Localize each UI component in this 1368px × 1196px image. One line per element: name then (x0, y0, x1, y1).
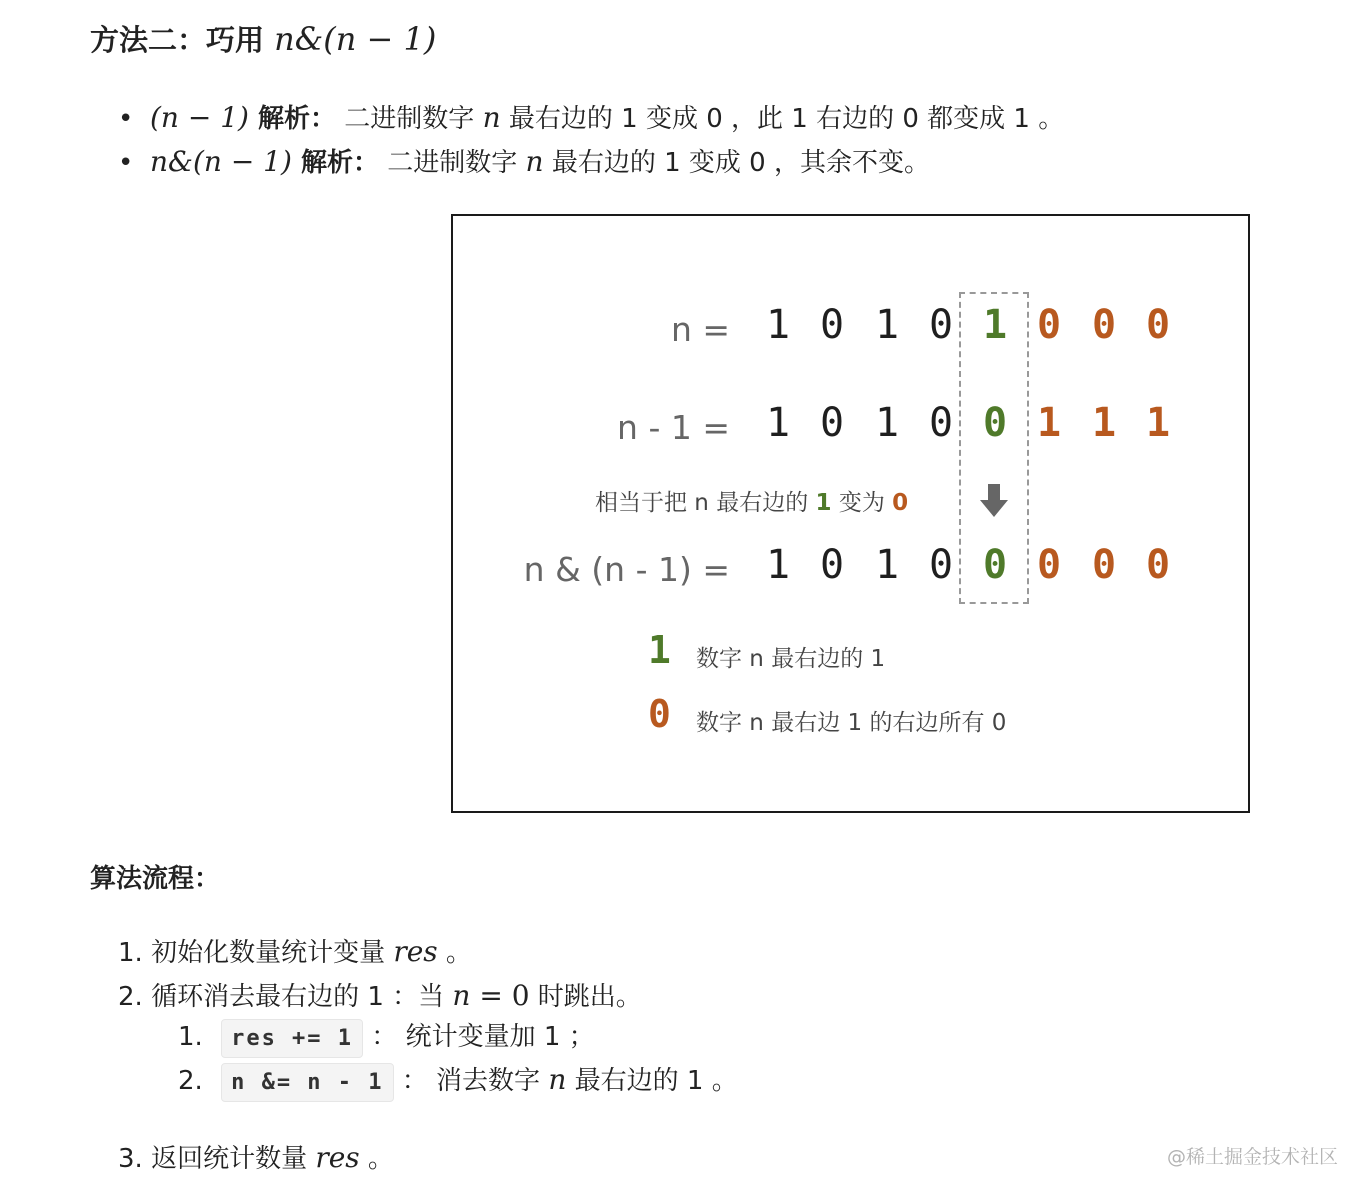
bit-digit: 1 (982, 302, 1008, 348)
figure-note (595, 484, 908, 517)
bullet-text: 二进制数字 (336, 104, 483, 134)
step-text: ： 统计变量加 1 ； (363, 1022, 595, 1052)
legend-text-zero: 数字 n 最右边 1 的右边所有 0 (696, 710, 1007, 736)
substep-item (178, 1016, 595, 1058)
note-prefix: 相当于把 n 最右边的 (595, 490, 816, 516)
bit-digit: 1 (874, 542, 900, 588)
bit-digit: 1 (765, 302, 791, 348)
step-var: n (452, 979, 471, 1012)
title-text: 方法二：巧用 (90, 23, 275, 57)
step-text: ： 消去数字 (393, 1066, 549, 1096)
bullet-text: 最右边的 1 变成 0 ，此 1 右边的 0 都变成 1 。 (500, 104, 1065, 134)
bit-digit: 0 (1145, 302, 1171, 348)
bullet-math: (n − 1) (150, 101, 249, 134)
row-label-n-minus-1: n - 1 = (617, 408, 730, 447)
bit-digit: 0 (1036, 302, 1062, 348)
bullet-text: 二进制数字 (378, 148, 526, 178)
legend-symbol-zero: 0 (648, 692, 671, 736)
bit-digit: 0 (819, 302, 845, 348)
bit-diagram-figure (451, 214, 1250, 813)
substep-item (178, 1060, 738, 1102)
step-number: 2. (118, 982, 143, 1012)
bit-digit: 0 (982, 400, 1008, 446)
note-zero: 0 (892, 490, 909, 516)
bit-digit: 0 (819, 400, 845, 446)
bullet-text: 最右边的 1 变成 0 ，其余不变。 (543, 148, 930, 178)
bit-digit: 0 (819, 542, 845, 588)
bit-digit: 0 (1145, 542, 1171, 588)
title-math: n&(n − 1) (274, 20, 437, 58)
step-text: 最右边的 1 。 (566, 1066, 738, 1096)
step-tail: 。 (437, 938, 472, 968)
bit-digit: 1 (1091, 400, 1117, 446)
step-item (118, 932, 472, 969)
bit-digit: 0 (928, 542, 954, 588)
bit-digit: 0 (982, 542, 1008, 588)
bit-digit: 1 (1036, 400, 1062, 446)
code-snippet: n &= n - 1 (221, 1063, 393, 1102)
legend-symbol-one: 1 (648, 628, 671, 672)
step-tail: 时跳出。 (529, 982, 642, 1012)
step-number: 1. (118, 938, 143, 968)
bullet-var: n (525, 145, 544, 178)
bullet-label: 解析： (291, 148, 379, 178)
step-number: 3. (118, 1144, 143, 1174)
step-condition: = 0 (470, 979, 530, 1012)
bit-digit: 1 (765, 400, 791, 446)
step-var: n (548, 1063, 567, 1096)
bit-digit: 0 (928, 302, 954, 348)
bit-digit: 1 (1145, 400, 1171, 446)
step-text: 初始化数量统计变量 (142, 938, 394, 968)
legend-text-one: 数字 n 最右边的 1 (696, 646, 886, 672)
row-label-n-and: n & (n - 1) = (523, 550, 730, 589)
bullet-dot: • (118, 104, 134, 134)
step-item (118, 1138, 394, 1175)
bit-digit: 1 (874, 302, 900, 348)
bit-digit: 0 (1091, 542, 1117, 588)
step-number: 2. (178, 1066, 203, 1096)
bit-digit: 1 (765, 542, 791, 588)
step-item (118, 976, 642, 1013)
bit-digit: 0 (1036, 542, 1062, 588)
bit-digit: 1 (874, 400, 900, 446)
step-var: res (393, 935, 438, 968)
bullet-label: 解析： (248, 104, 337, 134)
bullet-item (118, 142, 930, 179)
step-text: 返回统计数量 (142, 1144, 316, 1174)
step-text: 循环消去最右边的 1 ：当 (142, 982, 453, 1012)
row-label-n: n = (670, 310, 730, 349)
code-snippet: res += 1 (221, 1019, 363, 1058)
bit-digit: 0 (928, 400, 954, 446)
watermark: @稀土掘金技术社区 (1166, 1146, 1338, 1168)
bullet-dot: • (118, 148, 134, 178)
step-number: 1. (178, 1022, 203, 1052)
section-heading: 算法流程： (90, 864, 221, 894)
note-one: 1 (815, 490, 832, 516)
down-arrow-icon (980, 484, 1008, 518)
step-tail: 。 (359, 1144, 394, 1174)
bullet-var: n (482, 101, 501, 134)
bit-digit: 0 (1091, 302, 1117, 348)
note-middle: 变为 (831, 490, 893, 516)
page-title (90, 18, 436, 59)
bullet-math: n&(n − 1) (150, 145, 292, 178)
step-var: res (315, 1141, 360, 1174)
bullet-item (118, 98, 1064, 135)
